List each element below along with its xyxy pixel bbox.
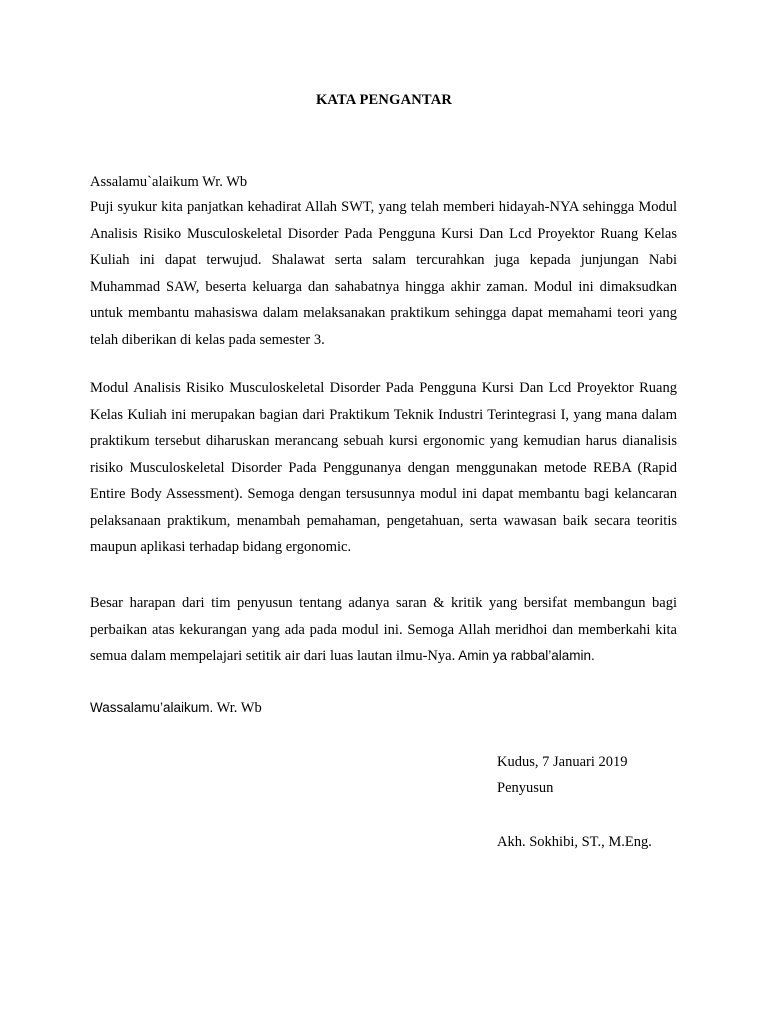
page-title: KATA PENGANTAR [315, 92, 453, 108]
closing-salutation [90, 700, 262, 717]
closing-salutation-main: Wassalamu’alaikum. [90, 700, 214, 715]
signature-place-date: Kudus, 7 Januari 2019 [497, 754, 628, 770]
paragraph-3-text: Besar harapan dari tim penyusun tentang adanya saran & kritik yang bersifat membangun bagi perbaikan atas kekurangan yang ada pada modul ini. Semoga Allah meridhoi dan memberkahi kita semua dalam mempelajari setitik air dari luas lautan ilmu-Nya. [90, 595, 677, 664]
paragraph-1: Puji syukur kita panjatkan kehadirat Allah SWT, yang telah memberi hidayah-NYA sehingga Modul Analisis Risiko Musculoskeletal Disorder Pada Pengguna Kursi Dan Lcd Proyektor Ruang Kelas Kuliah ini dapat terwujud. Shalawat serta salam tercurahkan juga kepada junjungan Nabi Muhammad SAW, beserta keluarga dan sahabatnya hingga akhir zaman. Modul ini dimaksudkan untuk membantu mahasiswa dalam melaksanakan praktikum sehingga dapat memahami teori yang telah diberikan di kelas pada semester 3. [90, 199, 677, 348]
closing-salutation-tail: Wr. Wb [213, 700, 262, 716]
signature-role: Penyusun [497, 780, 554, 796]
paragraph-3-closing-phrase: Amin ya rabbal’alamin. [455, 648, 595, 663]
greeting-line: Assalamu`alaikum Wr. Wb [90, 174, 248, 190]
paragraph-2: Modul Analisis Risiko Musculoskeletal Disorder Pada Pengguna Kursi Dan Lcd Proyektor Ruang Kelas Kuliah ini merupakan bagian dari Praktikum Teknik Industri Terintegrasi I, yang mana dalam praktikum tersebut diharuskan merancang sebuah kursi ergonomic yang kemudian harus dianalisis risiko Musculoskeletal Disorder Pada Penggunanya dengan menggunakan metode REBA (Rapid Entire Body Assessment). Semoga dengan tersusunnya modul ini dapat membantu bagi kelancaran pelaksanaan praktikum, menambah pemahaman, pengetahuan, serta wawasan baik secara teoritis maupun aplikasi terhadap bidang ergonomic. [90, 380, 677, 555]
paragraph-3 [90, 590, 677, 670]
signature-name: Akh. Sokhibi, ST., M.Eng. [497, 834, 652, 850]
